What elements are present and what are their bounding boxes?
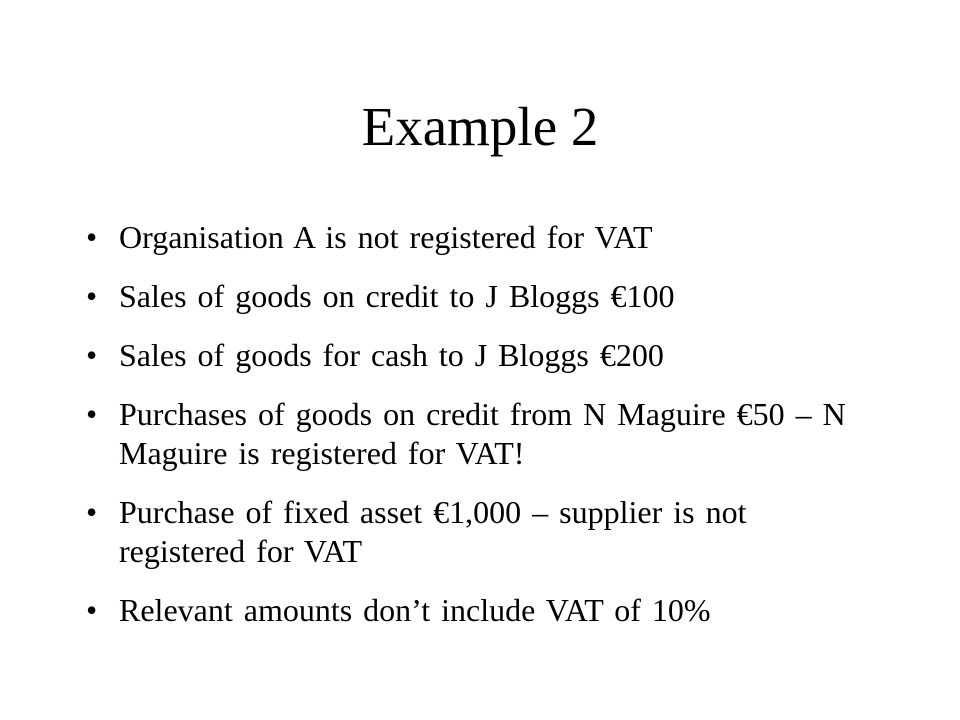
bullet-item — [86, 336, 866, 375]
bullet-item — [86, 395, 866, 473]
bullet-text: Sales of goods on credit to J Bloggs €100 — [119, 278, 675, 314]
bullet-icon: • — [86, 278, 98, 314]
bullet-icon: • — [86, 337, 98, 373]
bullet-list — [86, 218, 866, 650]
bullet-icon: • — [86, 219, 98, 255]
slide-title: Example 2 — [361, 96, 599, 157]
bullet-text: Purchases of goods on credit from N Maguire €50 – N Maguire is registered for VAT! — [119, 396, 846, 471]
bullet-icon: • — [86, 494, 98, 530]
bullet-text: Sales of goods for cash to J Bloggs €200 — [119, 337, 664, 373]
bullet-icon: • — [86, 396, 98, 432]
bullet-item — [86, 493, 866, 571]
bullet-text: Relevant amounts don’t include VAT of 10% — [119, 592, 711, 628]
bullet-text: Purchase of fixed asset €1,000 – supplier is not registered for VAT — [119, 494, 747, 569]
bullet-item — [86, 591, 866, 630]
bullet-item — [86, 218, 866, 257]
bullet-text: Organisation A is not registered for VAT — [119, 219, 653, 255]
bullet-item — [86, 277, 866, 316]
bullet-icon: • — [86, 592, 98, 628]
